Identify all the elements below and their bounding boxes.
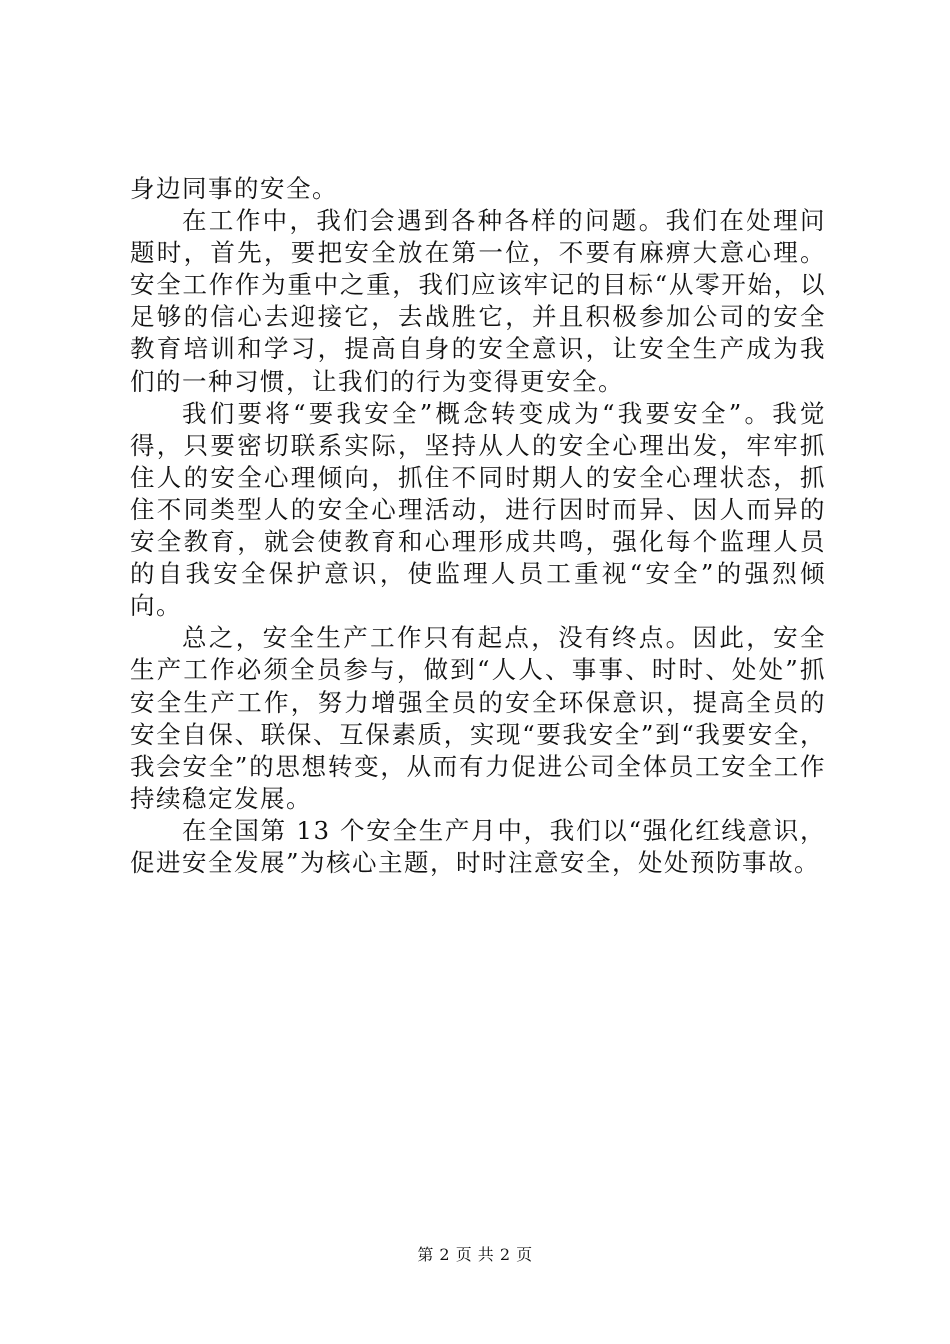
page-number-footer: 第 2 页 共 2 页	[417, 1245, 533, 1264]
paragraph-5: 在全国第 13 个安全生产月中，我们以“强化红线意识，促进安全发展”为核心主题，时时注意安全，处处预防事故。	[130, 815, 826, 877]
paragraph-4: 总之，安全生产工作只有起点，没有终点。因此，安全生产工作必须全员参与，做到“人人、事事、时时、处处”抓安全生产工作，努力增强全员的安全环保意识，提高全员的安全自保、联保、互保素质，实现“要我安全”到“我要安全，我会安全”的思想转变，从而有力促进公司全体员工安全工作持续稳定发展。	[130, 623, 826, 813]
paragraph-1: 身边同事的安全。	[130, 174, 338, 203]
paragraph-3: 我们要将“要我安全”概念转变成为“我要安全”。我觉得，只要密切联系实际，坚持从人的安全心理出发，牢牢抓住人的安全心理倾向，抓住不同时期人的安全心理状态，抓住不同类型人的安全心理活动，进行因时而异、因人而异的安全教育，就会使教育和心理形成共鸣，强化每个监理人员的自我安全保护意识，使监理人员工重视“安全”的强烈倾向。	[130, 398, 826, 621]
paragraph-2: 在工作中，我们会遇到各种各样的问题。我们在处理问题时，首先，要把安全放在第一位，不要有麻痹大意心理。安全工作作为重中之重，我们应该牢记的目标“从零开始，以足够的信心去迎接它，去战胜它，并且积极参加公司的安全教育培训和学习，提高自身的安全意识，让安全生产成为我们的一种习惯，让我们的行为变得更安全。	[130, 206, 826, 396]
document-body	[130, 173, 826, 879]
